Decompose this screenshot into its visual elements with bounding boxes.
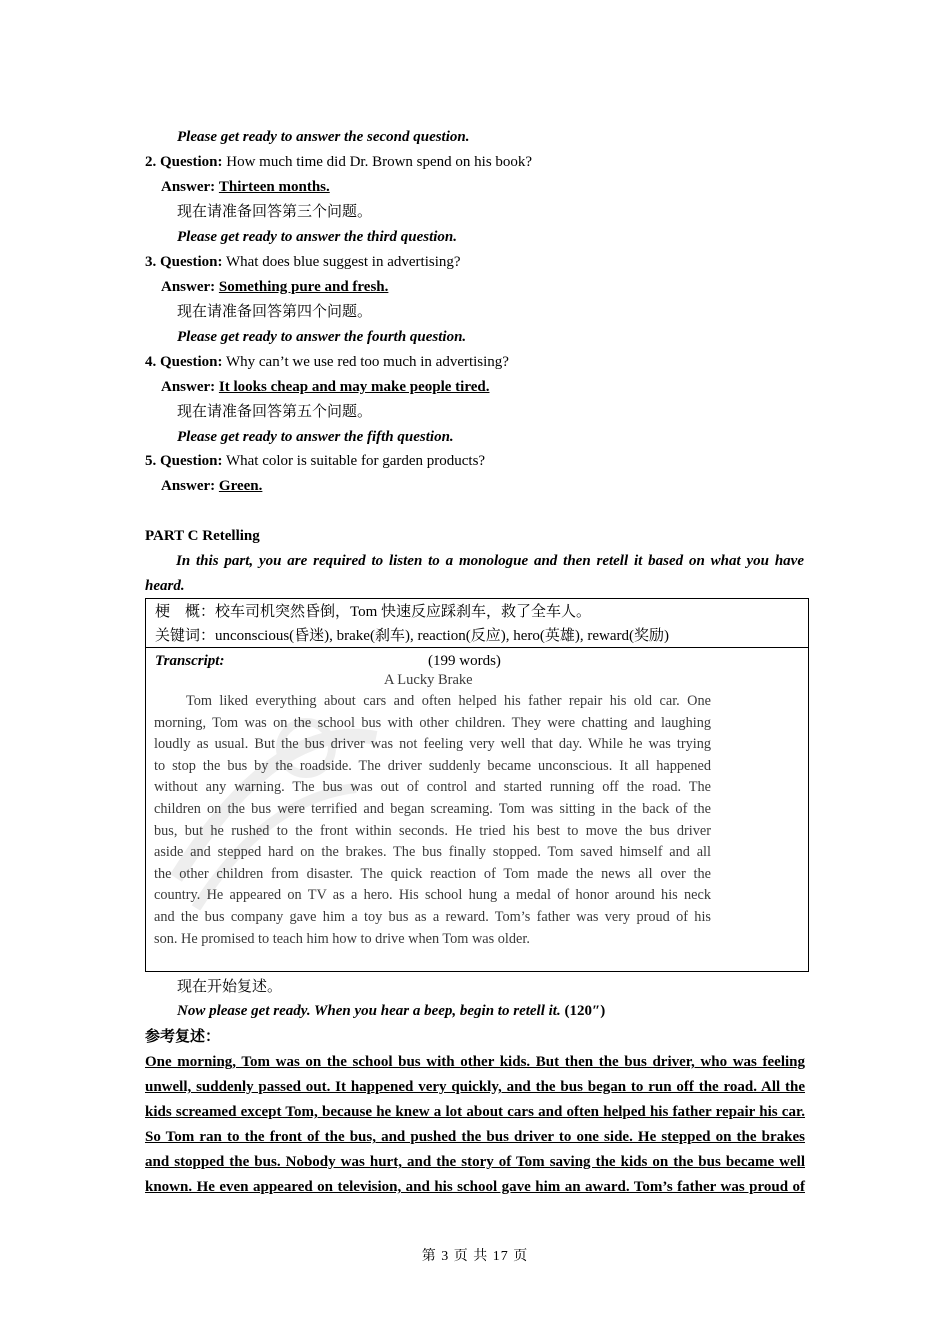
start-retell-instruction [177,1001,605,1021]
answer-4 [161,377,489,397]
transcript-title: A Lucky Brake [384,672,473,688]
part-c-instruction: In this part, you are required to listen to a monologue and then retell it based on what you have [176,553,804,569]
cn-prompt-fourth: 现在请准备回答第四个问题。 [177,304,373,320]
transcript-line: son. He promised to teach him how to drive when Tom was older. [154,930,530,947]
transcript-line: the other children from disaster. The quick reaction of Tom made the news all over the [154,865,711,882]
reference-line: One morning, Tom was on the school bus with other kids. But then the bus driver, who was feeling [145,1054,805,1070]
prompt-second-question: Please get ready to answer the second question. [177,129,470,145]
question-text: What does blue suggest in advertising? [222,254,461,270]
answer-label: Answer: [161,478,216,494]
start-retell-text: Now please get ready. When you hear a beep, begin to retell it. [177,1003,561,1019]
reference-line: So Tom ran to the front of the bus, and pushed the bus driver to one side. He stepped on the brakes [145,1129,805,1145]
transcript-line: loudly as usual. But the bus driver was not feeling very well that day. While he was trying [154,736,711,753]
reference-line: known. He even appeared on television, and his school gave him an award. Tom’s father was proud of [145,1179,805,1195]
transcript-label: Transcript: [155,653,225,669]
transcript-box [145,648,809,972]
part-c-instruction-end: heard. [145,578,185,594]
transcript-line: children on the bus were terrified and began screaming. Tom was sitting in the back of the [154,801,711,817]
transcript-line: aside and stepped hard on the brakes. The bus finally stopped. Tom saved himself and all [154,844,711,861]
question-text: What color is suitable for garden products? [222,453,486,469]
question-number: 3. Question: [145,254,223,270]
cn-prompt-third: 现在请准备回答第三个问题。 [177,204,373,220]
transcript-line: Tom liked everything about cars and often helped his father repair his old car. One [186,693,711,709]
transcript-word-count: (199 words) [428,653,501,669]
prompt-fifth-question: Please get ready to answer the fifth question. [177,429,454,445]
transcript-line: without any warning. The bus was out of control and started running off the road. The [154,779,711,796]
answer-text: Something pure and fresh. [218,279,389,295]
summary-gist: 梗 概：校车司机突然昏倒，Tom 快速反应踩刹车，救了全车人。 [155,604,592,620]
transcript-line: morning, Tom was on the school bus with other children. They were chatting and laughing [154,714,711,731]
reference-line: kids screamed except Tom, because he knew a lot about cars and often helped his father repair his car. [145,1104,805,1120]
question-2 [145,152,532,172]
question-number: 2. Question: [145,154,223,170]
summary-box [145,598,809,648]
answer-5 [161,476,262,496]
transcript-line: bus, but he rushed to the front within seconds. He tried his best to move the bus driver [154,822,711,839]
part-c-title: PART C Retelling [145,528,260,544]
answer-text: Green. [218,478,263,494]
question-3 [145,252,461,272]
start-retell-time: (120″) [564,1003,606,1019]
answer-label: Answer: [161,379,216,395]
answer-label: Answer: [161,279,216,295]
page-footer: 第 3 页 共 17 页 [421,1249,529,1264]
question-number: 4. Question: [145,354,223,370]
question-number: 5. Question: [145,453,223,469]
cn-prompt-fifth: 现在请准备回答第五个问题。 [177,404,373,420]
transcript-line: and the bus company gave him a toy bus as a reward. Tom’s father was very proud of his [154,909,711,925]
reference-line: unwell, suddenly passed out. It happened very quickly, and the bus began to run off the road. All the [145,1079,805,1095]
answer-text: It looks cheap and may make people tired. [218,379,490,395]
answer-label: Answer: [161,179,216,195]
summary-keywords: 关键词：unconscious(昏迷), brake(刹车), reaction(反应), hero(英雄), reward(奖励) [155,628,670,644]
transcript-line: country. He appeared on TV as a hero. His school hung a medal of honor around his neck [154,887,711,904]
answer-text: Thirteen months. [218,179,330,195]
transcript-line: to stop the bus by the roadside. The driver suddenly became unconscious. It all happened [154,757,711,774]
reference-label: 参考复述： [145,1029,221,1045]
answer-3 [161,277,388,297]
reference-line: and stopped the bus. Nobody was hurt, and the story of Tom saving the kids on the bus became well [145,1154,805,1170]
question-4 [145,352,509,372]
question-5 [145,451,485,471]
question-text: How much time did Dr. Brown spend on his book? [222,154,533,170]
prompt-third-question: Please get ready to answer the third question. [177,229,458,245]
cn-start-retell: 现在开始复述。 [177,979,283,995]
prompt-fourth-question: Please get ready to answer the fourth question. [177,329,467,345]
answer-2 [161,177,330,197]
question-text: Why can’t we use red too much in advertising? [222,354,509,370]
